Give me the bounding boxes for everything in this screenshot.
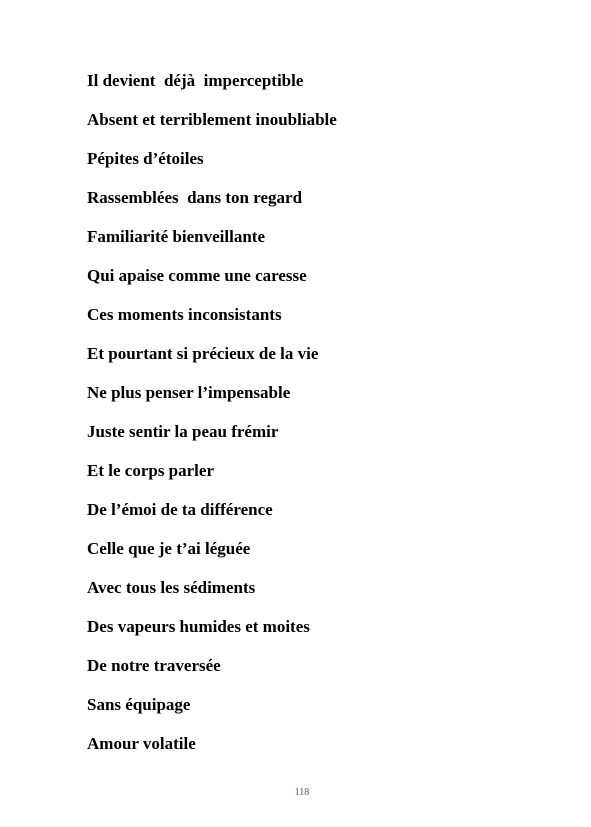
- poem-line: Sans équipage: [87, 695, 191, 714]
- poem-line: De l’émoi de ta différence: [87, 500, 273, 519]
- poem-line: Qui apaise comme une caresse: [87, 266, 307, 285]
- poem-line: Ne plus penser l’impensable: [87, 383, 291, 402]
- poem-line: Et le corps parler: [87, 461, 214, 480]
- poem-line: Ces moments inconsistants: [87, 305, 282, 324]
- page-number: 118: [294, 787, 310, 798]
- poem: [87, 70, 337, 772]
- poem-line: Familiarité bienveillante: [87, 227, 265, 246]
- poem-line: Pépites d’étoiles: [87, 149, 204, 168]
- poem-line: Il devient déjà imperceptible: [87, 71, 304, 90]
- poem-line: Des vapeurs humides et moites: [87, 617, 310, 636]
- poem-line: Et pourtant si précieux de la vie: [87, 344, 319, 363]
- poem-line: Absent et terriblement inoubliable: [87, 110, 337, 129]
- poem-line: Avec tous les sédiments: [87, 578, 256, 597]
- poem-line: De notre traversée: [87, 656, 221, 675]
- poem-line: Juste sentir la peau frémir: [87, 422, 279, 441]
- poem-line: Amour volatile: [87, 734, 196, 753]
- poem-line: Rassemblées dans ton regard: [87, 188, 303, 207]
- poem-line: Celle que je t’ai léguée: [87, 539, 251, 558]
